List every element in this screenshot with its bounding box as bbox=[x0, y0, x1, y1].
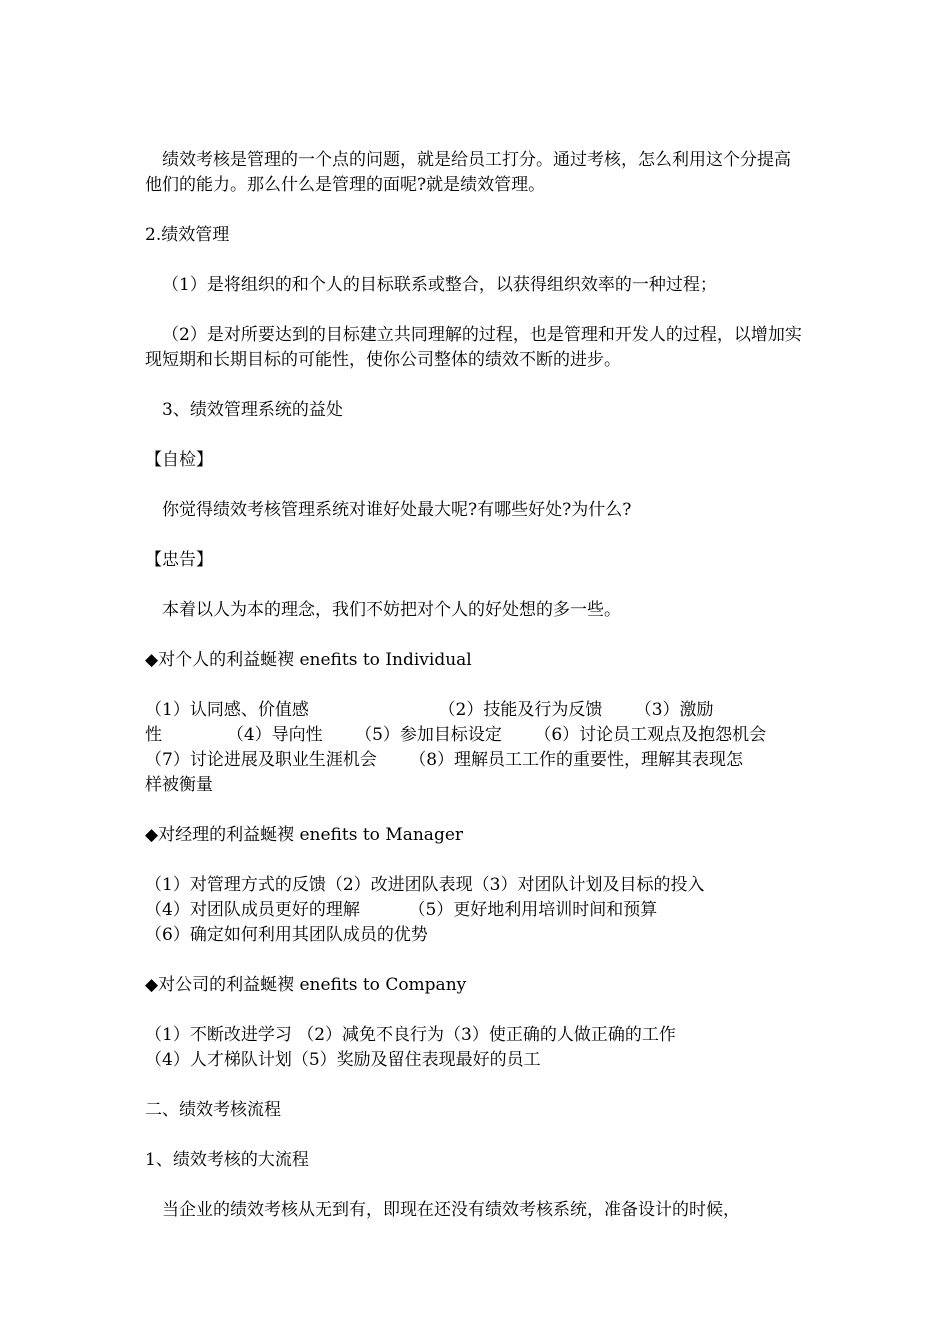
self-check-label: 【自检】 bbox=[145, 450, 213, 470]
intro-paragraph: 绩效考核是管理的一个点的问题，就是给员工打分。通过考核，怎么利用这个分提高他们的能力。那么什么是管理的面呢?就是绩效管理。 bbox=[145, 150, 791, 195]
individual-benefits-heading: ◆对个人的利益蜒褉 enefits to Individual bbox=[145, 650, 472, 670]
company-benefits-line: （4）人才梯队计划（5）奖励及留住表现最好的员工 bbox=[145, 1050, 541, 1070]
individual-benefits-line: 性 （4）导向性 （5）参加目标设定 （6）讨论员工观点及抱怨机会 bbox=[145, 725, 767, 745]
company-benefits-list bbox=[145, 1023, 805, 1073]
individual-benefits-line: （1）认同感、价值感 （2）技能及行为反馈 （3）激励 bbox=[145, 700, 714, 720]
company-benefits-heading: ◆对公司的利益蜒褉 enefits to Company bbox=[145, 975, 467, 995]
advice-text: 本着以人为本的理念，我们不妨把对个人的好处想的多一些。 bbox=[162, 600, 621, 620]
heading-performance-management: 2.绩效管理 bbox=[145, 225, 230, 245]
self-check-question: 你觉得绩效考核管理系统对谁好处最大呢?有哪些好处?为什么? bbox=[162, 500, 632, 520]
subsection-heading-overall-process: 1、绩效考核的大流程 bbox=[145, 1150, 309, 1170]
manager-benefits-line: （4）对团队成员更好的理解 （5）更好地利用培训时间和预算 bbox=[145, 900, 658, 920]
section-heading-process: 二、绩效考核流程 bbox=[145, 1100, 281, 1120]
individual-benefits-list bbox=[145, 698, 805, 798]
advice-label: 【忠告】 bbox=[145, 550, 213, 570]
manager-benefits-heading: ◆对经理的利益蜒褉 enefits to Manager bbox=[145, 825, 464, 845]
company-benefits-line: （1）不断改进学习 （2）减免不良行为（3）使正确的人做正确的工作 bbox=[145, 1025, 676, 1045]
manager-benefits-list bbox=[145, 873, 805, 948]
manager-benefits-line: （1）对管理方式的反馈（2）改进团队表现（3）对团队计划及目标的投入 bbox=[145, 875, 705, 895]
definition-item-1: （1）是将组织的和个人的目标联系或整合，以获得组织效率的一种过程； bbox=[162, 275, 717, 295]
heading-benefits: 3、绩效管理系统的益处 bbox=[162, 400, 343, 420]
manager-benefits-line: （6）确定如何利用其团队成员的优势 bbox=[145, 925, 428, 945]
definition-item-2: （2）是对所要达到的目标建立共同理解的过程，也是管理和开发人的过程，以增加实现短期和长期目标的可能性，使你公司整体的绩效不断的进步。 bbox=[145, 325, 802, 370]
document-page bbox=[145, 148, 805, 1248]
final-paragraph: 当企业的绩效考核从无到有，即现在还没有绩效考核系统，准备设计的时候， bbox=[162, 1200, 740, 1220]
individual-benefits-line: 样被衡量 bbox=[145, 775, 213, 795]
individual-benefits-line: （7）讨论进展及职业生涯机会 （8）理解员工工作的重要性，理解其表现怎 bbox=[145, 750, 744, 770]
